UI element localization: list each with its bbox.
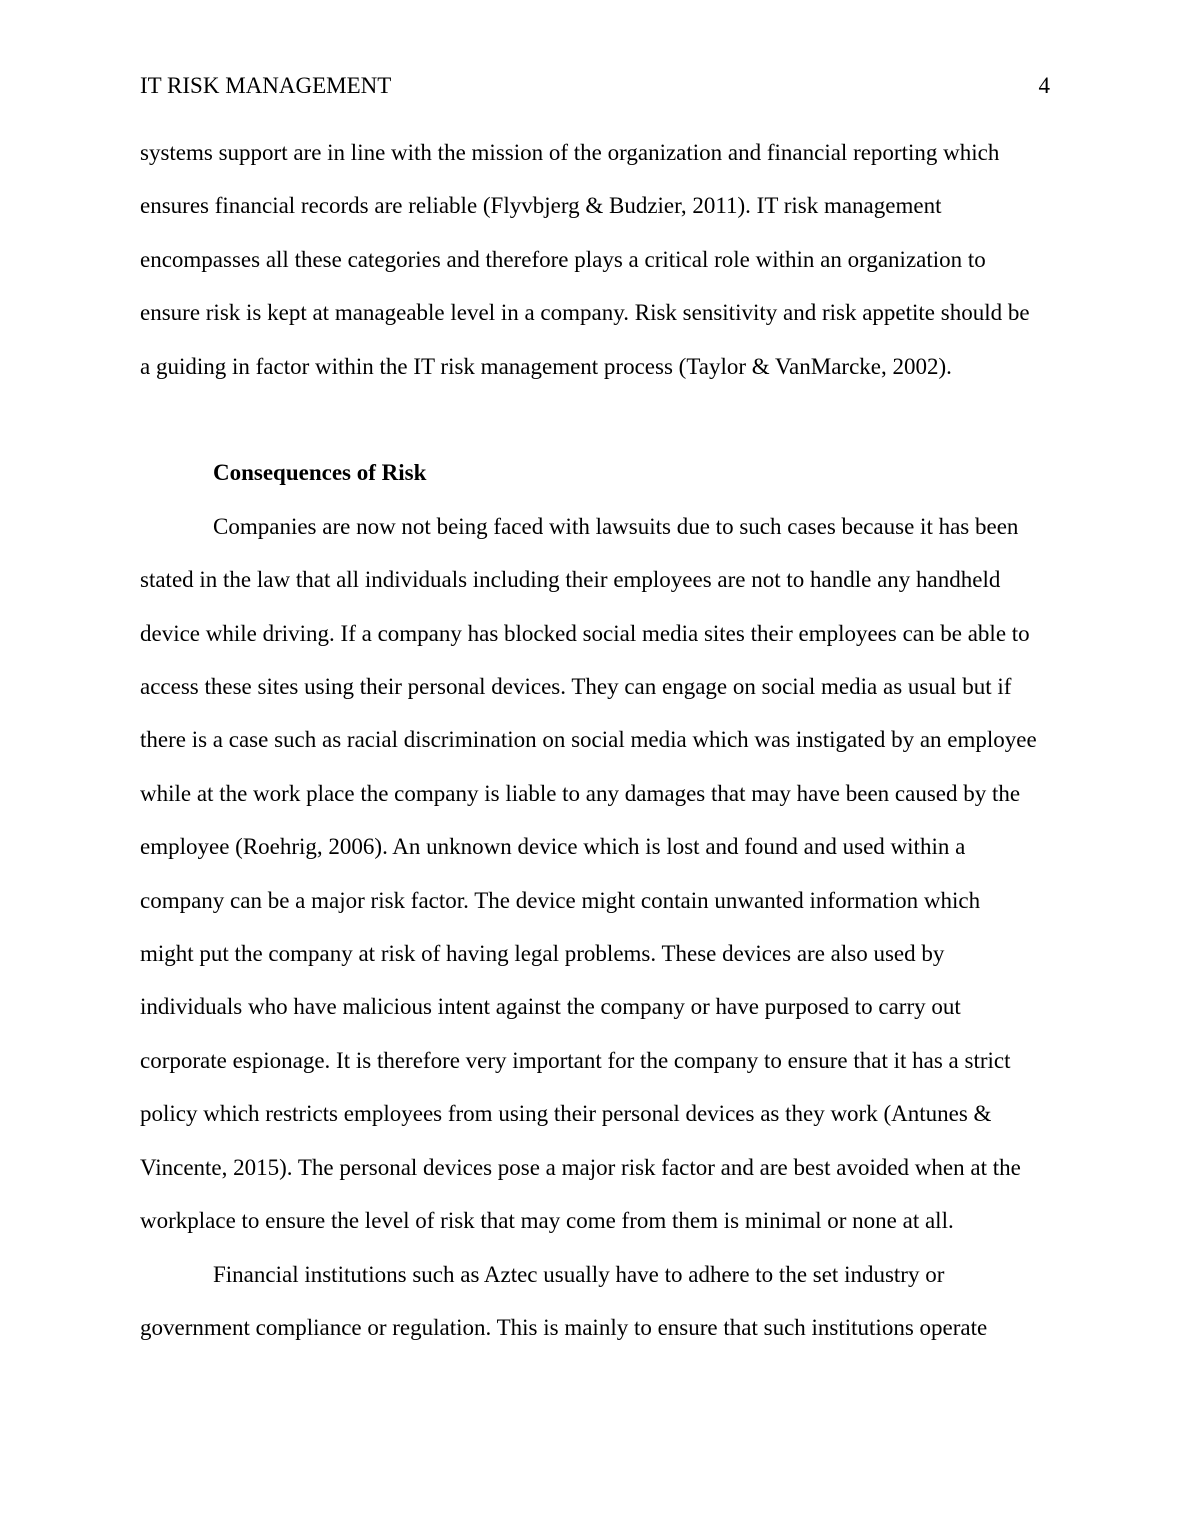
page-header (140, 72, 1050, 99)
text-line: government compliance or regulation. This is mainly to ensure that such institutions operate (140, 1314, 988, 1340)
text-line: a guiding in factor within the IT risk management process (Taylor & VanMarcke, 2002). (140, 353, 952, 379)
section-heading: Consequences of Risk (213, 460, 427, 486)
text-line: policy which restricts employees from using their personal devices as they work (Antunes & (140, 1101, 992, 1127)
text-line: ensures financial records are reliable (Flyvbjerg & Budzier, 2011). IT risk management (140, 193, 942, 219)
text-line: stated in the law that all individuals including their employees are not to handle any handheld (140, 567, 1001, 593)
text-line: individuals who have malicious intent against the company or have purposed to carry out (140, 994, 961, 1020)
running-head: IT RISK MANAGEMENT (140, 73, 392, 98)
text-line: ensure risk is kept at manageable level in a company. Risk sensitivity and risk appetite should be (140, 300, 1030, 326)
text-line: encompasses all these categories and therefore plays a critical role within an organization to (140, 246, 986, 272)
text-line: employee (Roehrig, 2006). An unknown device which is lost and found and used within a (140, 834, 966, 860)
text-line: systems support are in line with the mission of the organization and financial reporting which (140, 140, 1000, 165)
text-line: there is a case such as racial discrimination on social media which was instigated by an employee (140, 727, 1037, 753)
text-line: while at the work place the company is liable to any damages that may have been caused by the (140, 780, 1021, 806)
text-line: Financial institutions such as Aztec usually have to adhere to the set industry or (213, 1261, 945, 1287)
paragraph-financial (140, 1248, 1050, 1355)
text-line: might put the company at risk of having legal problems. These devices are also used by (140, 941, 945, 967)
text-line: corporate espionage. It is therefore very important for the company to ensure that it has a strict (140, 1047, 1011, 1073)
paragraph-consequences (140, 500, 1050, 1248)
paragraph-continuation (140, 126, 1050, 393)
text-line: access these sites using their personal devices. They can engage on social media as usual but if (140, 674, 1012, 700)
text-line: Companies are now not being faced with lawsuits due to such cases because it has been (213, 513, 1019, 539)
text-line: workplace to ensure the level of risk that may come from them is minimal or none at all. (140, 1208, 954, 1234)
text-line: Vincente, 2015). The personal devices pose a major risk factor and are best avoided when at the (140, 1154, 1021, 1180)
text-line: company can be a major risk factor. The device might contain unwanted information which (140, 887, 981, 913)
text-line: device while driving. If a company has blocked social media sites their employees can be able to (140, 620, 1030, 646)
page-number: 4 (1038, 73, 1050, 98)
document-body (140, 126, 1050, 1354)
